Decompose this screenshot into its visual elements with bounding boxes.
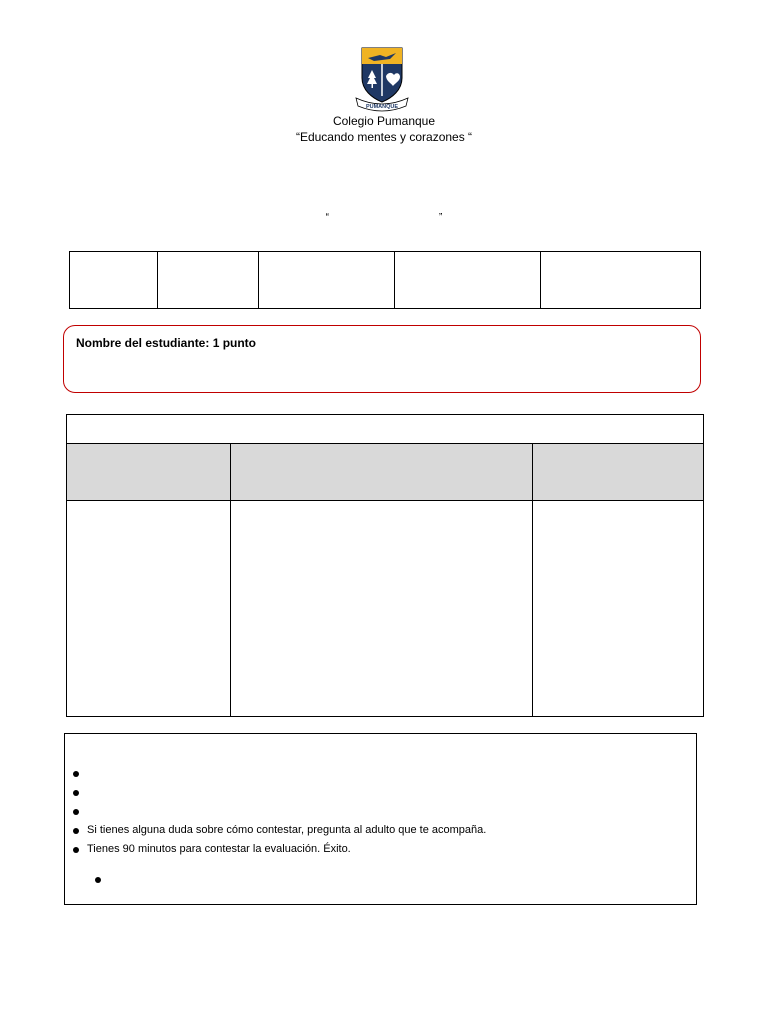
objectives-body-cell (67, 501, 231, 717)
crest-ribbon-text: PUMANQUE (365, 104, 399, 110)
student-name-box[interactable] (63, 325, 701, 393)
instruction-item (65, 802, 486, 821)
evaluation-title (0, 212, 768, 223)
school-motto: “Educando mentes y corazones “ (295, 130, 473, 144)
objectives-header-cell (231, 444, 533, 501)
objectives-table (66, 414, 704, 717)
objectives-body-cell (533, 501, 704, 717)
instructions-box (64, 733, 697, 905)
instruction-text: Tienes 90 minutos para contestar la evaluación. Éxito. (87, 843, 351, 855)
info-row (70, 252, 701, 309)
objectives-header-row (67, 444, 704, 501)
objectives-title-cell (67, 415, 704, 444)
bullet-icon (73, 809, 79, 815)
bullet-icon (73, 847, 79, 853)
student-name-label: Nombre del estudiante: 1 punto (76, 336, 257, 350)
objectives-body-row (67, 501, 704, 717)
title-open-quote: “ (325, 212, 329, 223)
bullet-icon (95, 877, 101, 883)
bullet-icon (73, 790, 79, 796)
instruction-item (65, 821, 486, 840)
objectives-header-cell (533, 444, 704, 501)
objectives-title-row (67, 415, 704, 444)
instructions-list (65, 764, 486, 859)
objectives-header-cell (67, 444, 231, 501)
instruction-item (65, 840, 486, 859)
instruction-item (65, 783, 486, 802)
instruction-item (65, 764, 486, 783)
info-table (69, 251, 701, 309)
info-cell[interactable] (70, 252, 158, 309)
info-cell[interactable] (541, 252, 701, 309)
info-cell[interactable] (259, 252, 395, 309)
title-close-quote: ” (439, 212, 443, 223)
info-cell[interactable] (395, 252, 541, 309)
objectives-body-cell (231, 501, 533, 717)
school-crest-logo (350, 44, 414, 114)
info-cell[interactable] (158, 252, 259, 309)
instruction-text: Si tienes alguna duda sobre cómo contestar, pregunta al adulto que te acompaña. (87, 824, 487, 836)
bullet-icon (73, 771, 79, 777)
school-name: Colegio Pumanque (332, 114, 436, 128)
bullet-icon (73, 828, 79, 834)
